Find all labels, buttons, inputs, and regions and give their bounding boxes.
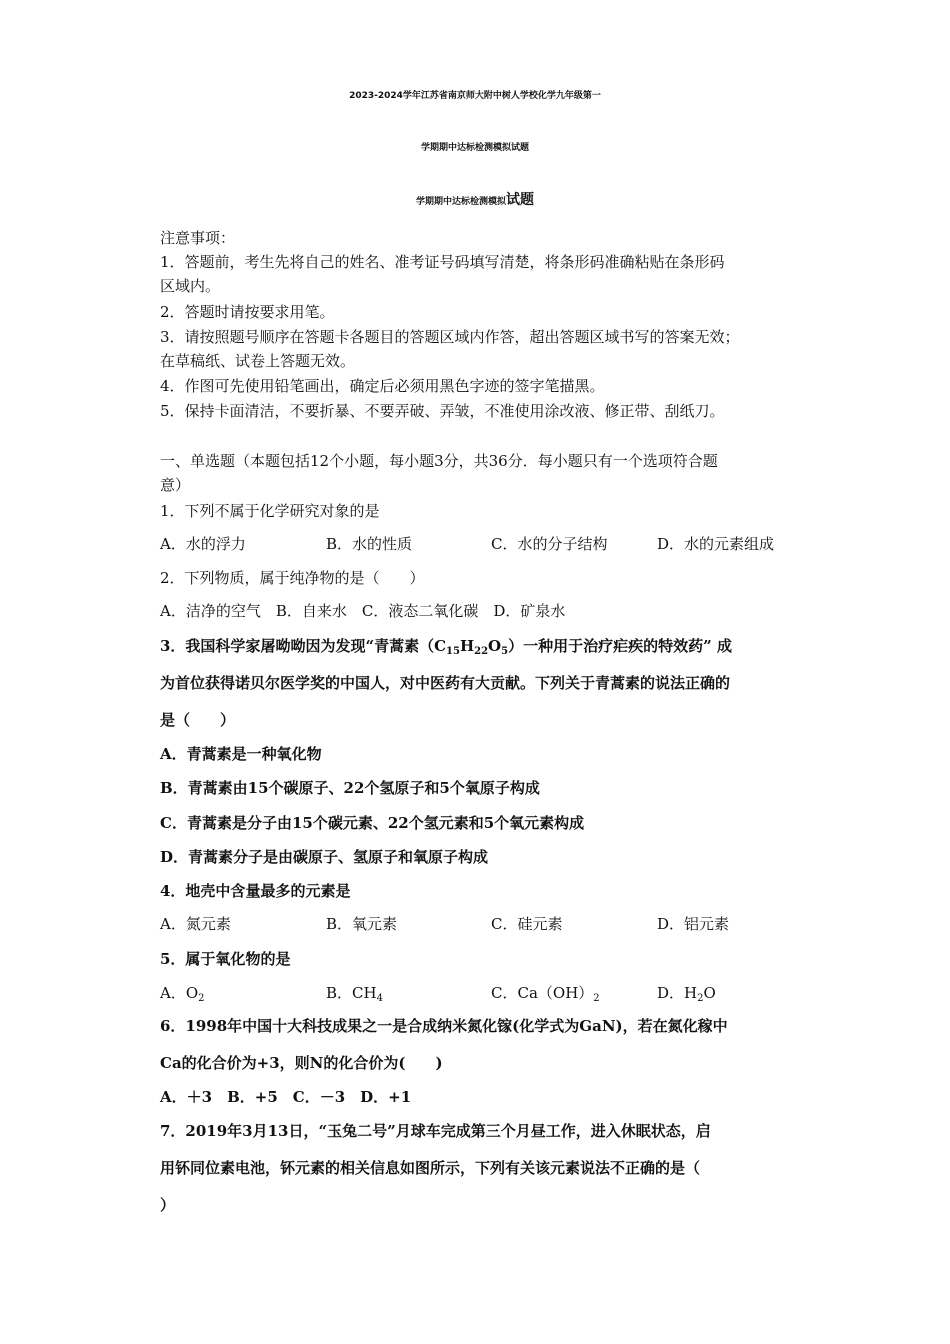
question-3-line-2: 为首位获得诺贝尔医学奖的中国人，对中医药有大贡献。下列关于青蒿素的说法正确的	[160, 674, 731, 692]
notice-item: 5．保持卡面清洁，不要折暴、不要弄破、弄皱，不准使用涂改液、修正带、刮纸刀。	[160, 402, 725, 420]
q3-stem-a: 3．我国科学家屠呦呦因为发现“青蒿素（C	[160, 637, 447, 655]
question-4-stem: 4．地壳中含量最多的元素是	[160, 882, 351, 900]
title-line-3-small: 试题	[506, 192, 534, 208]
question-3-option-b: B．青蒿素由15个碳原子、22个氢原子和5个氧原子构成	[160, 779, 540, 797]
question-6-options: A．＋3 B．+5 C．－3 D．+1	[160, 1088, 412, 1106]
notice-item: 4．作图可先使用铅笔画出，确定后必须用黑色字迹的签字笔描黑。	[160, 377, 605, 395]
question-1-option-b: B．水的性质	[326, 535, 413, 553]
question-1-option-a: A．水的浮力	[160, 535, 246, 553]
question-3-option-a: A．青蒿素是一种氧化物	[160, 745, 322, 763]
question-7-line-2: 用钚同位素电池，钚元素的相关信息如图所示，下列有关该元素说法不正确的是（	[160, 1159, 701, 1177]
q3-h: H	[459, 637, 475, 655]
notice-item: 在草稿纸、试卷上答题无效。	[160, 352, 356, 370]
q5-c-sub: 2	[593, 993, 600, 1004]
question-4-option-a: A．氮元素	[160, 915, 231, 933]
notice-item: 3．请按照题号顺序在答题卡各题目的答题区域内作答，超出答题区域书写的答案无效；	[160, 328, 740, 346]
q5-c-text: C．Ca（OH）	[491, 984, 594, 1002]
q5-a-text: A．O	[160, 984, 199, 1002]
question-3-option-d: D．青蒿素分子是由碳原子、氢原子和氧原子构成	[160, 848, 489, 866]
question-1-option-c: C．水的分子结构	[491, 535, 608, 553]
q3-o: O	[488, 637, 502, 655]
question-4-option-b: B．氧元素	[326, 915, 398, 933]
q3-sub-c: 15	[446, 646, 460, 657]
q3-stem-b: ）一种用于治疗疟疾的特效药” 成	[508, 637, 732, 655]
question-7-line-3: ）	[160, 1196, 176, 1214]
question-2-stem: 2．下列物质，属于纯净物的是（ ）	[160, 569, 425, 587]
q5-d-sub: 2	[697, 993, 704, 1004]
q3-sub-h: 22	[474, 646, 489, 657]
title-line-1: 2023-2024学年江苏省南京师大附中树人学校化学九年级第一	[349, 91, 601, 101]
q5-d-tail: O	[703, 984, 716, 1002]
section-heading: 一、单选题（本题包括12个小题，每小题3分，共36分．每小题只有一个选项符合题	[160, 452, 718, 470]
question-7-line-1: 7．2019年3月13日，“玉兔二号”月球车完成第三个月昼工作，进入休眠状态，启	[160, 1122, 711, 1140]
question-5-option-c	[491, 983, 600, 1003]
question-3-line-3: 是（ ）	[160, 711, 236, 729]
question-4-option-d: D．铝元素	[657, 915, 730, 933]
question-3-stem	[160, 636, 732, 656]
notice-item: 区域内。	[160, 277, 221, 295]
question-5-stem: 5．属于氧化物的是	[160, 950, 291, 968]
title-line-3	[0, 189, 950, 209]
q5-d-text: D．H	[657, 984, 698, 1002]
title-line-2: 学期期中达标检测模拟试题	[420, 143, 529, 153]
notice-item: 1．答题前，考生先将自己的姓名、准考证号码填写清楚，将条形码准确粘贴在条形码	[160, 253, 725, 271]
title-line-3-main: 学期期中达标检测模拟	[415, 197, 506, 207]
question-4-option-c: C．硅元素	[491, 915, 563, 933]
q3-sub-o: 5	[501, 646, 509, 657]
question-1-option-d: D．水的元素组成	[657, 535, 775, 553]
q5-b-text: B．CH	[326, 984, 377, 1002]
question-5-option-d	[657, 983, 716, 1003]
q5-b-sub: 4	[376, 993, 383, 1004]
section-heading-cont: 意）	[160, 476, 191, 494]
question-2-options: A．洁净的空气 B．自来水 C．液态二氧化碳 D．矿泉水	[160, 602, 566, 620]
question-6-line-2: Ca的化合价为+3，则N的化合价为( )	[160, 1054, 443, 1072]
question-5-option-a	[160, 983, 205, 1003]
notice-heading: 注意事项：	[160, 229, 236, 247]
question-5-option-b	[326, 983, 383, 1003]
notice-item: 2．答题时请按要求用笔。	[160, 303, 335, 321]
question-1-stem: 1．下列不属于化学研究对象的是	[160, 502, 380, 520]
question-6-line-1: 6．1998年中国十大科技成果之一是合成纳米氮化镓(化学式为GaN)，若在氮化稼中	[160, 1017, 728, 1035]
question-3-option-c: C．青蒿素是分子由15个碳元素、22个氢元素和5个氧元素构成	[160, 814, 585, 832]
q5-a-sub: 2	[198, 993, 205, 1004]
